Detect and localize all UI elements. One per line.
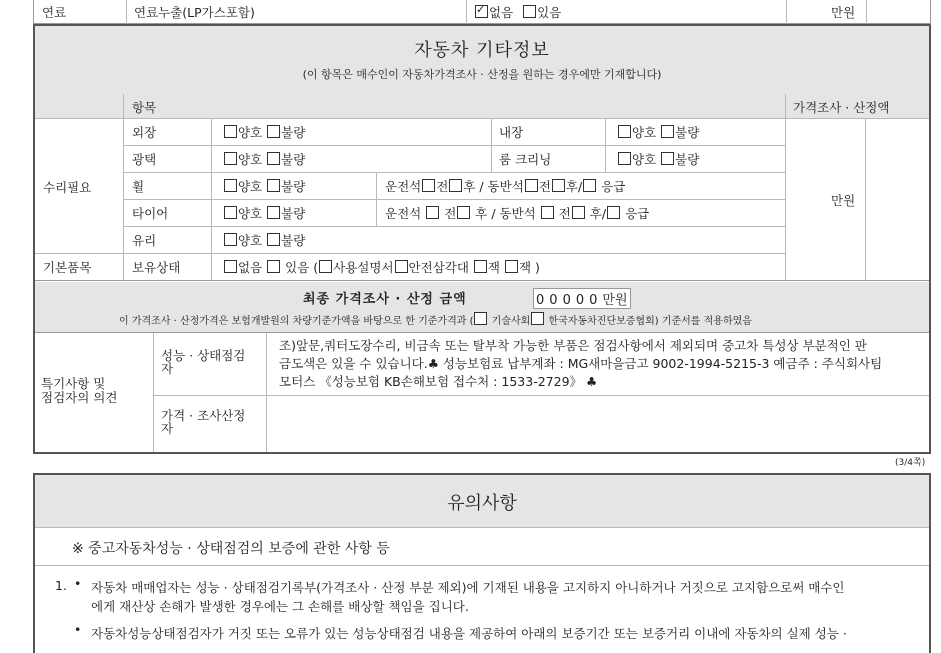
wheel-emergency-checkbox[interactable] [583,179,596,192]
final-price-digits: 00000만원 [533,288,631,309]
interior-options: 양호 불량 [617,123,699,141]
tire-driver-rear-checkbox[interactable] [457,206,470,219]
wheel-driver-front-checkbox[interactable] [422,179,435,192]
manual-checkbox[interactable] [319,260,332,273]
basic-items-options: 없음 있음 ( 사용설명서 안전삼각대 잭 잭 ) [223,258,540,276]
glass-bad-checkbox[interactable] [267,233,280,246]
glass-label: 유리 [132,233,157,248]
table-header [35,94,929,119]
fuel-none-label: 없음 [489,5,514,20]
notice-item-number: 1. [55,578,67,593]
wheel-positions: 운전석 전 후 / 동반석 전 후/ 응급 [385,179,626,194]
interior-bad-checkbox[interactable] [661,125,674,138]
tire-driver-front-checkbox[interactable] [426,206,439,219]
room-cleaning-options: 양호 불량 [617,150,699,168]
wheel-passenger-front-checkbox[interactable] [525,179,538,192]
performance-inspector-label: 성능 · 상태점검 자 [161,348,246,376]
gloss-bad-checkbox[interactable] [267,152,280,165]
fuel-exist-label: 있음 [537,5,562,20]
final-price-band [35,282,929,333]
triangle-checkbox[interactable] [395,260,408,273]
wheel-label: 휠 [132,179,145,194]
room-bad-checkbox[interactable] [661,152,674,165]
header-price: 가격조사 · 산정액 [793,100,890,115]
final-price-note: 이 가격조사 · 산정가격은 보험개발원의 차량기준가액을 바탕으로 한 기준가격과 ( 기술사회 한국자동차진단보증협회) 기준서를 적용하였음 [119,312,752,327]
gloss-options: 양호 불량 [223,150,305,168]
performance-remarks-text: 조)앞문,쿼터도장수리, 비금속 또는 탈부착 가능한 부품은 점검사항에서 제외되며 중고차 특성상 부분적인 판 금도색은 있을 수 있습니다.♣ 성능보험료 납부계좌 : MG새마을금고 9002-1994-5215-3 예금주 : 주식회사팀 모터스 《성능보험 KB손해보험 접수처 : 1533-2729》 ♣ [279,338,883,389]
tire-passenger-rear-checkbox[interactable] [572,206,585,219]
wheel-driver-rear-checkbox[interactable] [449,179,462,192]
association-checkbox[interactable] [531,312,544,325]
fuel-label: 연료 [42,5,67,20]
tire-passenger-front-checkbox[interactable] [541,206,554,219]
repair-group-label: 수리필요 [43,180,92,195]
price-inspector-label: 가격 · 조사산정 자 [161,408,246,436]
wheel-bad-checkbox[interactable] [267,179,280,192]
room-cleaning-label: 룸 크리닝 [499,152,552,167]
gloss-label: 광택 [132,152,157,167]
exterior-good-checkbox[interactable] [224,125,237,138]
fuel-options [474,3,561,21]
fuel-none-checkbox[interactable] [475,5,488,18]
wheel-good-checkbox[interactable] [224,179,237,192]
remarks-area [35,333,929,452]
exterior-bad-checkbox[interactable] [267,125,280,138]
notice-bullet-2: 자동차성능상태점검자가 거짓 또는 오류가 있는 성능상태점검 내용을 제공하여 아래의 보증기간 또는 보증거리 이내에 자동차의 실제 성능 · [91,626,847,641]
tire-positions: 운전석 전 후 / 동반석 전 후/ 응급 [385,206,650,221]
tire-label: 타이어 [132,206,169,221]
interior-good-checkbox[interactable] [618,125,631,138]
notice-subtitle: ※ 중고자동차성능 · 상태점검의 보증에 관한 사항 등 [72,541,390,557]
tire-options: 양호 불량 [223,204,305,222]
notice-title: 유의사항 [447,493,517,514]
bullet-dot-1: • [74,576,82,591]
basic-items-item: 보유상태 [132,260,181,275]
exterior-options: 양호 불량 [223,123,305,141]
tire-good-checkbox[interactable] [224,206,237,219]
interior-label: 내장 [499,125,524,140]
wheel-options: 양호 불량 [223,177,305,195]
page-number: (3/4쪽) [895,458,926,468]
repair-grid [35,118,929,281]
notice-header [35,475,929,528]
glass-options: 양호 불량 [223,231,305,249]
fuel-item-label: 연료누출(LP가스포함) [134,5,255,20]
jack-checkbox[interactable] [474,260,487,273]
room-good-checkbox[interactable] [618,152,631,165]
fuel-exist-checkbox[interactable] [523,5,536,18]
fuel-unit: 만원 [831,5,856,20]
basic-items-label: 기본품목 [43,260,92,275]
gloss-good-checkbox[interactable] [224,152,237,165]
basic-none-checkbox[interactable] [224,260,237,273]
basic-exist-checkbox[interactable] [267,260,280,273]
notice-bullet-1: 자동차 매매업자는 성능 · 상태점검기록부(가격조사 · 산정 부분 제외)에 기재된 내용을 고지하지 아니하거나 거짓으로 고지함으로써 매수인 에게 재산상 손해가 발생한 경우에는 그 손해를 배상할 책임을 집니다. [91,580,845,614]
extra-info-title: 자동차 기타정보 [414,40,550,61]
tire-emergency-checkbox[interactable] [607,206,620,219]
extra-info-subtitle: (이 항목은 매수인이 자동차가격조사 · 산정을 원하는 경우에만 기재합니다) [302,68,662,81]
header-item: 항목 [132,100,157,115]
extra-info-header [35,26,929,95]
bullet-dot-2: • [74,622,82,637]
remarks-label: 특기사항 및 점검자의 의견 [41,376,118,405]
spanner-checkbox[interactable] [505,260,518,273]
tech-society-checkbox[interactable] [474,312,487,325]
wheel-passenger-rear-checkbox[interactable] [552,179,565,192]
glass-good-checkbox[interactable] [224,233,237,246]
exterior-label: 외장 [132,125,157,140]
fuel-row [33,0,931,24]
repair-price-unit: 만원 [831,193,856,208]
final-price-title: 최종 가격조사 · 산정 금액 [303,292,467,307]
tire-bad-checkbox[interactable] [267,206,280,219]
